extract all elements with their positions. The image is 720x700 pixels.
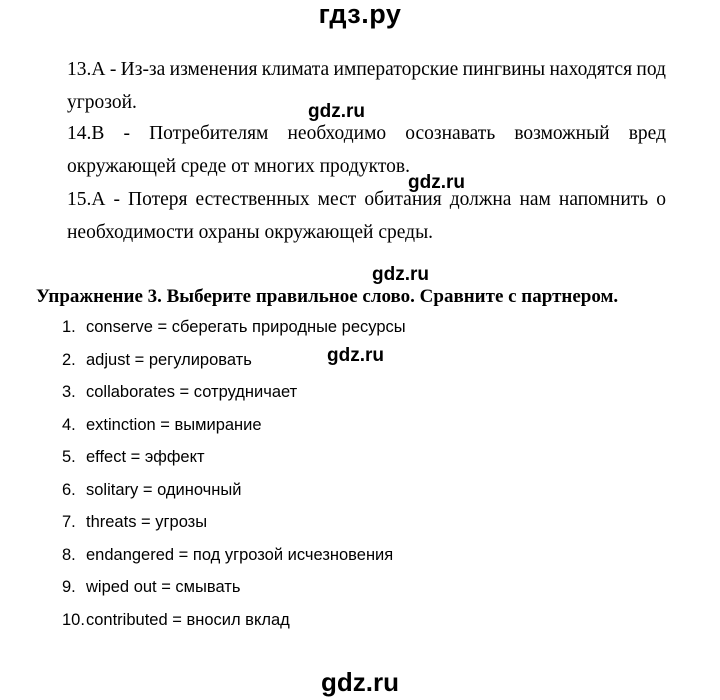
item-text: effect = эффект <box>86 448 205 466</box>
item-text: extinction = вымирание <box>86 415 262 434</box>
vocabulary-list <box>62 316 406 641</box>
answer-word: находятся <box>549 59 633 80</box>
item-number: 6. <box>62 480 76 499</box>
item-number: 1. <box>62 318 76 336</box>
site-footer: gdz.ru <box>321 667 399 697</box>
answer-word: - <box>113 189 120 210</box>
answer-second-line: окружающей среде от многих продуктов. <box>67 156 410 177</box>
item-number: 4. <box>62 415 76 434</box>
exercise-title: Упражнение 3. Выберите правильное слово. Сравните с партнером. <box>36 286 619 307</box>
answer-first-line <box>67 53 666 86</box>
vocabulary-item <box>62 414 406 447</box>
vocabulary-item <box>62 576 406 609</box>
vocabulary-item <box>62 316 406 349</box>
item-number: 2. <box>62 350 76 369</box>
answer-word: - <box>123 123 130 144</box>
item-text: collaborates = сотрудничает <box>86 383 298 401</box>
answer-word: напомнить <box>558 189 649 210</box>
answer-second-line: угрозой. <box>67 92 137 113</box>
answer-word: естественных <box>195 189 310 210</box>
vocabulary-item <box>62 349 406 382</box>
answer-word: мест <box>317 189 357 210</box>
watermark: gdz.ru <box>308 101 365 122</box>
item-number: 3. <box>62 383 76 401</box>
item-number: 9. <box>62 578 76 596</box>
item-text: conserve = сберегать природные ресурсы <box>86 318 406 336</box>
vocabulary-item <box>62 381 406 414</box>
item-text: threats = угрозы <box>86 513 208 531</box>
answer-14 <box>67 117 666 183</box>
answer-word: под <box>636 59 666 80</box>
answer-word: изменения <box>169 59 258 80</box>
answer-word: климата <box>261 59 330 80</box>
answer-word: обитания <box>364 189 442 210</box>
answer-word: о <box>656 189 666 210</box>
site-header: гдз.ру <box>318 0 402 29</box>
answer-word: вред <box>628 123 666 144</box>
answer-word: возможный <box>514 123 610 144</box>
answer-word: 15.А <box>67 189 106 210</box>
answer-word: императорские <box>333 59 459 80</box>
vocabulary-item <box>62 479 406 512</box>
answer-13 <box>67 53 666 119</box>
answer-first-line <box>67 183 666 216</box>
item-number: 5. <box>62 448 76 466</box>
item-number: 7. <box>62 513 76 531</box>
vocabulary-item <box>62 609 406 642</box>
watermark: gdz.ru <box>372 264 429 285</box>
item-number: 8. <box>62 545 76 564</box>
vocabulary-item <box>62 446 406 479</box>
vocabulary-item <box>62 511 406 544</box>
item-text: solitary = одиночный <box>86 480 242 499</box>
item-text: adjust = регулировать <box>86 350 252 369</box>
answer-word: пингвины <box>462 59 546 80</box>
answer-word: - <box>109 59 117 80</box>
answer-word: нам <box>519 189 551 210</box>
item-text: wiped out = смывать <box>86 578 241 596</box>
answer-first-line <box>67 117 666 150</box>
watermark: gdz.ru <box>327 345 384 366</box>
answer-word: Потеря <box>128 189 188 210</box>
answer-word: осознавать <box>405 123 496 144</box>
item-text: endangered = под угрозой исчезновения <box>86 545 394 564</box>
answer-second-line: необходимости охраны окружающей среды. <box>67 222 434 243</box>
answer-word: Из-за <box>120 59 166 80</box>
vocabulary-item <box>62 544 406 577</box>
item-text: contributed = вносил вклад <box>86 610 290 629</box>
answer-15 <box>67 183 666 249</box>
item-number: 10. <box>62 610 85 629</box>
watermark: gdz.ru <box>408 172 465 193</box>
answer-word: должна <box>449 189 512 210</box>
answer-word: 13.А <box>67 59 106 80</box>
answer-word: необходимо <box>287 123 387 144</box>
answer-word: 14.В <box>67 123 105 144</box>
answer-word: Потребителям <box>149 123 269 144</box>
